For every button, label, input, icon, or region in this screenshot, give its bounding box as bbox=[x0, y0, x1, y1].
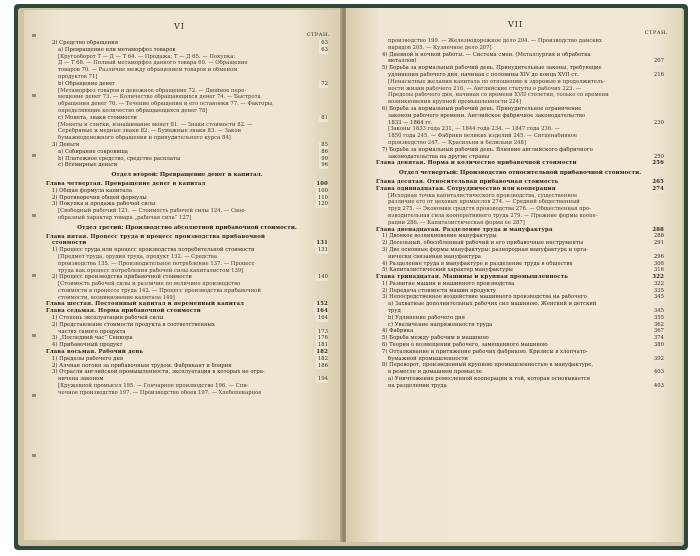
toc-entry bbox=[376, 362, 664, 369]
toc-entry bbox=[46, 268, 328, 275]
toc-entry bbox=[376, 288, 664, 295]
toc-entry bbox=[46, 208, 328, 215]
toc-entry-text: 3) Отрасли английской промышленности, эксплуатация в которых не огра- bbox=[52, 369, 265, 376]
toc-entry bbox=[46, 135, 328, 142]
toc-entry bbox=[376, 140, 664, 147]
toc-entry-text: определяющие количество обращающихся денег 78] bbox=[58, 107, 208, 114]
toc-entry bbox=[46, 74, 328, 81]
toc-entry-text: на разделении труда bbox=[388, 382, 447, 389]
toc-entry bbox=[376, 233, 664, 240]
toc-entry-text: Серебряные и медные знаки 82. — Бумажные знаки 83. — Закон bbox=[58, 128, 242, 135]
toc-entry bbox=[376, 369, 664, 376]
toc-entry bbox=[46, 88, 328, 95]
toc-entry-text: различие его от цеховых промыслов 274. — Средний общественный bbox=[388, 199, 580, 206]
toc-entry-text: а) Уничтожение ремесленной кооперации и той, которая основывается bbox=[388, 376, 591, 383]
toc-entry-page: 256 bbox=[652, 160, 664, 167]
toc-entry bbox=[46, 128, 328, 135]
toc-entry-page: 345 bbox=[653, 308, 664, 315]
toc-entry-text: [Кругооборот Т — Д — Т 64. — Продажа: Т — Д 65. — Покупка: bbox=[58, 53, 236, 60]
toc-entry-page: 176 bbox=[317, 335, 328, 342]
toc-entry-text: Глава тринадцатая. Машины и крупная промышленность bbox=[376, 274, 568, 281]
toc-entry-page: 274 bbox=[652, 185, 664, 192]
toc-entry-text: 3) „Последний час“ Сениора bbox=[52, 335, 133, 342]
toc-entry-text: b) Платежное средство, средство расплаты bbox=[58, 155, 181, 162]
toc-entry bbox=[376, 147, 664, 154]
toc-entry-text: 1) Пределы рабочего дня bbox=[52, 355, 124, 362]
toc-entry-text: 2) Десельный, обособленный рабочий и его прибавочные инструменты bbox=[382, 240, 584, 247]
toc-entry-text: стоимости, возникновение капитала 149] bbox=[58, 294, 175, 301]
toc-entry bbox=[46, 40, 328, 47]
toc-entry-text: Глава двенадцатая. Разделение труда и мануфактура bbox=[376, 226, 553, 233]
toc-entry-page: 164 bbox=[316, 308, 328, 315]
toc-entry bbox=[376, 220, 664, 227]
toc-entry bbox=[376, 294, 664, 301]
toc-entry-text: Д — Т 68. — Полный метаморфоз данного товара 69. — Обращение bbox=[58, 60, 248, 67]
right-page-column-header: СТРАН. bbox=[644, 30, 668, 36]
toc-entry bbox=[46, 142, 328, 149]
toc-entry bbox=[376, 58, 664, 65]
right-page-number: VII bbox=[508, 20, 524, 29]
toc-entry-text: 7) Борьба за нормальный рабочий день. Влияние английского фабричного bbox=[382, 146, 593, 153]
toc-entry bbox=[46, 108, 328, 115]
toc-entry-text: Глава одиннадцатая. Сотрудничество или кооперация bbox=[376, 185, 556, 192]
toc-entry-page: 173 bbox=[317, 328, 328, 335]
toc-entry-text: Пределы рабочего дня, начиная со времени XVII столетия, только со времени bbox=[388, 92, 609, 99]
toc-entry-text: 6) Теория о возмещении рабочего, замещенного машиною bbox=[382, 342, 548, 349]
toc-entry-text: 2) Средство обращения bbox=[52, 40, 119, 46]
toc-entry-text: частях самого продукта bbox=[58, 328, 126, 335]
toc-entry-page: 288 bbox=[653, 233, 664, 240]
toc-entry bbox=[376, 154, 664, 161]
section-heading bbox=[46, 172, 328, 179]
section-heading bbox=[46, 225, 328, 232]
toc-entry-text: Отдел четвертый: Производство относительной прибавочной стоимости. bbox=[398, 170, 642, 177]
toc-entry-page: 291 bbox=[653, 240, 664, 247]
toc-entry-text: стоимости в процессе труда 142. — Процесс производства прибавочной bbox=[58, 287, 261, 294]
toc-entry bbox=[376, 349, 664, 356]
toc-entry bbox=[376, 254, 664, 261]
toc-entry bbox=[46, 247, 328, 254]
toc-entry-text: Глава десятая. Относительная прибавочная стоимость bbox=[376, 178, 559, 185]
toc-entry bbox=[376, 79, 664, 86]
toc-entry-text: Отдел третий: Производство абсолютной прибавочной стоимости. bbox=[77, 224, 297, 231]
toc-entry-text: с) Монета, знаки стоимости bbox=[58, 114, 137, 121]
toc-entry-text: 5) Капиталистический характер мануфактуры bbox=[382, 267, 513, 274]
toc-entry-page: 181 bbox=[317, 342, 328, 349]
toc-entry-text: Глава четвертая. Превращение денег в капитал bbox=[46, 180, 206, 187]
toc-entry bbox=[46, 329, 328, 336]
toc-entry-text: образный характер товара „рабочая сила“ 127] bbox=[58, 214, 192, 221]
toc-entry bbox=[376, 315, 664, 322]
toc-entry-page: 131 bbox=[317, 247, 328, 254]
toc-entry bbox=[376, 267, 664, 274]
toc-entry bbox=[376, 213, 664, 220]
toc-entry bbox=[46, 67, 328, 74]
left-page-column-header: СТРАН. bbox=[306, 32, 330, 38]
toc-entry bbox=[376, 261, 664, 268]
toc-entry-text: ности жизни рабочего 216. — Английские статуты о рабочих 223. — bbox=[388, 85, 582, 92]
toc-entry bbox=[376, 106, 664, 113]
toc-entry-text: труд 275. — Экономия средств производства 276. — Общественная про- bbox=[388, 206, 591, 213]
toc-entry bbox=[376, 206, 664, 213]
toc-entry-text: законодательства на другие страны bbox=[388, 153, 490, 160]
toc-entry-text: стоимости bbox=[52, 240, 87, 247]
toc-entry-page: 392 bbox=[653, 355, 664, 362]
toc-entry-page: 403 bbox=[653, 369, 664, 376]
toc-entry bbox=[376, 383, 664, 390]
toc-entry-text: [Метаморфоз товаров и денежное обращение 72. — Двойное пере- bbox=[58, 87, 246, 94]
toc-entry-text: изводительная сила кооперативного труда 279. — Прежние формы коопе- bbox=[388, 212, 598, 219]
toc-entry bbox=[46, 188, 328, 195]
toc-entry-page: 186 bbox=[317, 362, 328, 369]
toc-entry bbox=[46, 115, 328, 122]
toc-entry-page: 120 bbox=[317, 201, 328, 208]
toc-entry-page: 216 bbox=[653, 71, 664, 78]
toc-entry-text: бумажной промышленности bbox=[388, 355, 468, 362]
toc-entry bbox=[376, 247, 664, 254]
toc-entry-text: 5) Борьба за нормальный рабочий день. Принудительные законы, требующие bbox=[382, 65, 602, 72]
toc-entry bbox=[46, 390, 328, 397]
toc-entry-text: возникновения крупной промышленности 224] bbox=[388, 99, 522, 106]
toc-entry-page: 194 bbox=[317, 376, 328, 383]
toc-entry bbox=[376, 199, 664, 206]
toc-entry-page: 207 bbox=[653, 58, 664, 65]
toc-entry-text: Глава восьмая. Рабочий день bbox=[46, 349, 144, 356]
toc-entry bbox=[376, 65, 664, 72]
toc-entry-page: 288 bbox=[652, 226, 664, 233]
left-page bbox=[24, 10, 342, 540]
toc-entry-text: 4) Фабрика bbox=[382, 328, 414, 335]
toc-entry-text: 2) Процесс производства прибавочной стоимости bbox=[52, 274, 192, 281]
chapter-entry bbox=[376, 274, 664, 281]
toc-entry-text: ничена законом bbox=[58, 376, 104, 383]
toc-entry bbox=[376, 240, 664, 247]
toc-entry-text: Глава шестая. Постоянный капитал и переменный капитал bbox=[46, 301, 245, 308]
chapter-entry bbox=[46, 240, 328, 247]
toc-entry bbox=[376, 120, 664, 127]
toc-entry-text: b) Обращение денег bbox=[58, 80, 115, 87]
toc-entry bbox=[376, 193, 664, 200]
toc-entry bbox=[376, 328, 664, 335]
toc-entry bbox=[376, 72, 664, 79]
toc-entry-text: труда как процесс потребления рабочей силы капиталистом 139] bbox=[58, 267, 244, 274]
toc-entry-page: 322 bbox=[653, 280, 664, 287]
toc-entry-text: а) Захватные дополнительных рабочих сил машиною. Женский и детский bbox=[388, 301, 597, 308]
toc-entry-text: Глава седьмая. Норма прибавочной стоимости bbox=[46, 308, 201, 315]
toc-entry-text: [Ненасытные желания капитала по отношению к здоровью и продолжитель- bbox=[388, 78, 606, 85]
chapter-entry bbox=[46, 301, 328, 308]
toc-entry-text: производство 199. — Железнодорожное дело 204. — Производство дамских bbox=[388, 38, 603, 44]
toc-entry bbox=[46, 156, 328, 163]
toc-entry-text: 5) Борьба между рабочим и машиною bbox=[382, 335, 489, 342]
toc-entry-page: 265 bbox=[652, 178, 664, 185]
toc-entry bbox=[46, 335, 328, 342]
toc-entry bbox=[376, 322, 664, 329]
toc-entry-page: 335 bbox=[653, 287, 664, 294]
toc-entry bbox=[376, 99, 664, 106]
toc-entry-text: с) Всемирные деньги bbox=[58, 162, 118, 169]
toc-entry-text: 2) Противоречия общей формулы bbox=[52, 194, 147, 201]
toc-entry-text: 1833 — 1864 гг. bbox=[388, 119, 433, 126]
toc-entry bbox=[46, 274, 328, 281]
toc-entry-text: производство 247. — Красильни и белильни 248] bbox=[388, 139, 526, 146]
toc-entry bbox=[46, 162, 328, 169]
toc-entry bbox=[46, 215, 328, 222]
chapter-entry bbox=[46, 234, 328, 241]
toc-entry bbox=[376, 356, 664, 363]
toc-entry bbox=[46, 254, 328, 261]
toc-entry bbox=[46, 295, 328, 302]
toc-entry-text: обращения денег 76. — Течение обращения и его остановки 77. — Факторы, bbox=[58, 101, 274, 108]
toc-entry bbox=[376, 308, 664, 315]
toc-entry-page: 308 bbox=[653, 260, 664, 267]
toc-entry-text: рации 286. — Капиталистическая форма ее 287] bbox=[388, 219, 525, 226]
toc-entry-text: 1) Степень эксплуатации рабочей силы bbox=[52, 315, 164, 322]
toc-entry-text: законом рабочего времени. Английское фабричное законодательство bbox=[388, 112, 586, 119]
toc-entry bbox=[46, 81, 328, 88]
toc-entry-text: мещение денег 73. — Количество обращающихся денег 74. — Быстрота bbox=[58, 94, 261, 101]
toc-entry bbox=[46, 369, 328, 376]
toc-entry-text: 1850 года 245. — Фабрики великих изделий 245. — Ситценабивное bbox=[388, 133, 578, 140]
toc-entry-text: 1) Развитие машин и машинного производства bbox=[382, 280, 515, 287]
toc-entry-text: 3) Две основные формы мануфактуры: разнородная мануфактура и орга- bbox=[382, 246, 589, 253]
toc-entry-page: 362 bbox=[653, 321, 664, 328]
toc-entry-text: 6) Борьба за нормальный рабочий день. Принудительное ограничение bbox=[382, 105, 582, 112]
toc-entry bbox=[46, 261, 328, 268]
toc-entry-text: [Предмет труда, орудия труда, продукт 132. — Средства bbox=[58, 253, 218, 260]
toc-entry-page: 230 bbox=[653, 119, 664, 126]
toc-entry-text: 2) Алчная погоня за прибавочным трудом. Фабрикант и боярин bbox=[52, 362, 232, 369]
toc-entry-page: 100 bbox=[317, 187, 328, 194]
left-page-number: VI bbox=[174, 22, 185, 31]
toc-entry-text: 4) Дневной и ночной работы. — Система смен. (Металлургия и обработка bbox=[382, 51, 591, 58]
toc-entry-page: 90 bbox=[321, 155, 328, 162]
toc-entry bbox=[46, 122, 328, 129]
toc-entry bbox=[376, 92, 664, 99]
toc-entry-text: b) Удлинение рабочего дня bbox=[388, 314, 466, 321]
toc-entry-page: 316 bbox=[653, 267, 664, 274]
toc-entry-text: 4) Разделение труда в мануфактуре и разделение труда в обществе bbox=[382, 260, 573, 267]
toc-entry bbox=[376, 86, 664, 93]
chapter-entry bbox=[46, 181, 328, 188]
chapter-entry bbox=[46, 308, 328, 315]
toc-entry bbox=[376, 335, 664, 342]
toc-entry-page: 86 bbox=[321, 148, 328, 155]
toc-entry-page: 140 bbox=[317, 274, 328, 281]
toc-entry bbox=[46, 322, 328, 329]
chapter-entry bbox=[376, 227, 664, 234]
toc-entry-text: а) Собирание сокровища bbox=[58, 148, 128, 155]
right-table-of-contents bbox=[376, 38, 664, 390]
toc-entry-text: 2) Передача стоимости машин продукту bbox=[382, 287, 496, 294]
toc-entry bbox=[46, 94, 328, 101]
toc-entry-page: 85 bbox=[321, 141, 328, 148]
toc-entry bbox=[46, 201, 328, 208]
toc-entry-text: [Кружевной промысел 195. — Гончарное производство 196. — Спи- bbox=[58, 383, 249, 390]
toc-entry bbox=[46, 356, 328, 363]
toc-entry-page: 63 bbox=[321, 46, 328, 53]
toc-entry-text: Отдел второй: Превращение денег в капитал. bbox=[111, 172, 263, 179]
toc-entry bbox=[46, 149, 328, 156]
toc-entry-page: 355 bbox=[653, 314, 664, 321]
toc-entry-text: 3) Непосредственное воздействие машинного производства на рабочего bbox=[382, 294, 587, 301]
toc-entry-text: с) Увеличение напряженности труда bbox=[388, 321, 493, 328]
toc-entry-text: Глава девятая. Норма и количество прибавочной стоимости bbox=[376, 160, 577, 167]
toc-entry bbox=[46, 376, 328, 383]
toc-entry-text: а) Превращение или метаморфоз товаров bbox=[58, 46, 176, 53]
toc-entry bbox=[376, 376, 664, 383]
chapter-entry bbox=[46, 349, 328, 356]
toc-entry-page: 322 bbox=[652, 274, 664, 281]
toc-entry-text: производства 135. — Производительное потребление 137. — Процесс bbox=[58, 260, 255, 267]
toc-entry-page: 131 bbox=[316, 240, 328, 247]
toc-entry-text: [Законы 1833 года 231, — 1844 года 234. — 1847 года 236. — bbox=[388, 126, 560, 133]
toc-entry-text: 8) Переворот, произведенный крупною промышленностью в мануфактуре, bbox=[382, 362, 594, 369]
section-heading bbox=[376, 170, 664, 177]
toc-entry bbox=[46, 60, 328, 67]
toc-entry-text: 7) Отталкивание и притяжение рабочих фабрикою. Кризисы в хлопчато- bbox=[382, 348, 588, 355]
toc-entry-text: 4) Прибавочный продукт bbox=[52, 342, 123, 349]
toc-entry-text: [Свободный рабочий 121. — Стоимость рабочей силы 124. — Свое- bbox=[58, 208, 247, 215]
toc-entry-text: товаров 70. — Различие между обращением товаров и обменом bbox=[58, 67, 238, 74]
toc-entry-text: [Монеты и слитки, изнашивание монет 81. — Знаки стоимости 82. — bbox=[58, 121, 253, 128]
toc-entry-text: [Исходная точка капиталистического производства, существенное bbox=[388, 192, 578, 199]
toc-entry-text: металлов) bbox=[388, 58, 417, 65]
toc-entry-page: 72 bbox=[321, 80, 328, 87]
toc-entry bbox=[46, 281, 328, 288]
toc-entry-text: в ремесле и домашнем промысле bbox=[388, 369, 482, 376]
toc-entry-text: бумажноденежного обращения и принудительного курса 84] bbox=[58, 135, 231, 142]
toc-entry-page: 182 bbox=[316, 349, 328, 356]
toc-entry-page: 345 bbox=[653, 294, 664, 301]
toc-entry-text: 3) Деньги bbox=[52, 141, 80, 148]
toc-entry-page: 380 bbox=[653, 342, 664, 349]
toc-entry-text: 3) Покупка и продажа рабочей силы bbox=[52, 201, 156, 208]
toc-entry-text: 1) Общая формула капитала bbox=[52, 187, 133, 194]
toc-entry-page: 374 bbox=[653, 335, 664, 342]
toc-entry-page: 182 bbox=[317, 355, 328, 362]
right-page bbox=[346, 8, 682, 542]
toc-entry-page: 110 bbox=[317, 194, 328, 201]
toc-entry bbox=[376, 52, 664, 59]
toc-entry-text: труд bbox=[388, 308, 401, 315]
chapter-entry bbox=[376, 160, 664, 167]
toc-entry-page: 367 bbox=[653, 328, 664, 335]
toc-entry bbox=[46, 342, 328, 349]
toc-entry bbox=[376, 113, 664, 120]
left-table-of-contents bbox=[46, 40, 328, 397]
toc-entry-page: 100 bbox=[316, 180, 328, 187]
toc-entry-text: [Стоимость рабочей силы и различие по величине производство bbox=[58, 281, 241, 288]
toc-entry-text: Глава пятая. Процесс труда и процесс производства прибавочной bbox=[46, 233, 266, 240]
toc-entry-page: 63 bbox=[321, 40, 328, 46]
toc-entry bbox=[376, 301, 664, 308]
chapter-entry bbox=[376, 186, 664, 193]
toc-entry bbox=[376, 342, 664, 349]
toc-entry bbox=[46, 101, 328, 108]
toc-entry-text: 1) Двоякое возникновение мануфактуры bbox=[382, 233, 497, 240]
toc-entry-page: 403 bbox=[653, 382, 664, 389]
toc-entry bbox=[46, 363, 328, 370]
toc-entry bbox=[46, 54, 328, 61]
toc-entry-page: 296 bbox=[653, 253, 664, 260]
toc-entry bbox=[376, 126, 664, 133]
toc-entry-page: 164 bbox=[317, 315, 328, 322]
toc-entry-text: нарядов 205. — Кузнечное дело 207] bbox=[388, 44, 492, 51]
toc-entry bbox=[376, 133, 664, 140]
toc-entry-text: 2) Представление стоимости продукта в соответственных bbox=[52, 321, 215, 328]
toc-entry-text: нически связанная мануфактура bbox=[388, 253, 481, 260]
toc-entry bbox=[46, 195, 328, 202]
toc-entry bbox=[376, 38, 664, 45]
toc-entry-text: чечное производство 197. — Производство обоев 197. — Хлебопекарное bbox=[58, 389, 262, 396]
toc-entry-text: удлинения рабочего дня, начиная с половины XIV до конца XVII ст. bbox=[388, 71, 579, 78]
toc-entry-text: 1) Процесс труда или процесс производства потребительной стоимости bbox=[52, 247, 255, 254]
toc-entry bbox=[46, 47, 328, 54]
toc-entry-page: 250 bbox=[653, 153, 664, 160]
toc-entry-text: продуктов 71] bbox=[58, 73, 98, 80]
toc-entry-page: 96 bbox=[321, 162, 328, 169]
toc-entry bbox=[46, 288, 328, 295]
toc-entry bbox=[376, 281, 664, 288]
chapter-entry bbox=[376, 179, 664, 186]
toc-entry-page: 152 bbox=[316, 301, 328, 308]
toc-entry bbox=[46, 383, 328, 390]
toc-entry-page: 81 bbox=[321, 114, 328, 121]
toc-entry bbox=[46, 315, 328, 322]
toc-entry bbox=[376, 45, 664, 52]
binding-marks bbox=[32, 34, 36, 464]
